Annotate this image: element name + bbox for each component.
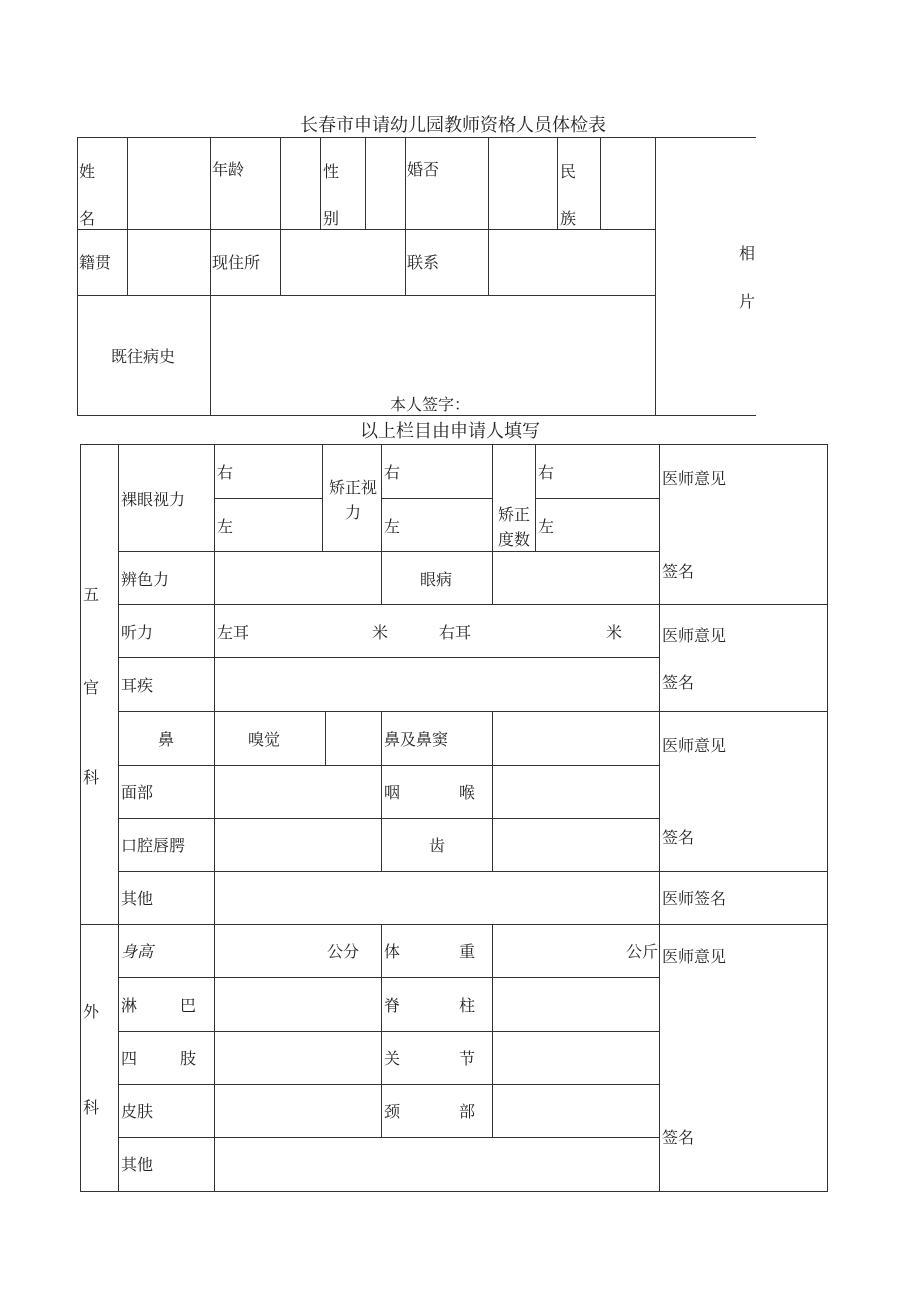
- neck-label-1: 颈: [384, 1102, 401, 1121]
- ear-doctor-opinion-label: 医师意见: [662, 626, 727, 645]
- corrected-left-label: 左: [384, 517, 401, 536]
- five-doctor-sign-label: 医师签名: [662, 889, 727, 908]
- skin-label: 皮肤: [121, 1102, 154, 1121]
- applicant-signature-label: 本人签字：: [390, 395, 471, 414]
- photo-label-1: 相: [739, 244, 756, 263]
- medical-history-label: 既往病史: [111, 347, 176, 366]
- naked-vision-label: 裸眼视力: [121, 490, 186, 509]
- spine-label-2: 柱: [459, 996, 476, 1015]
- ent-sign-label: 签名: [662, 828, 695, 847]
- correction-degree-label-2: 度数: [498, 530, 531, 549]
- sex-label-1: 性: [323, 162, 340, 181]
- lymph-label-1: 淋: [121, 996, 138, 1015]
- degree-right-label: 右: [538, 463, 555, 482]
- color-vision-label: 辨色力: [121, 570, 170, 589]
- eye-doctor-opinion-label: 医师意见: [662, 469, 727, 488]
- right-ear-unit: 米: [606, 623, 623, 642]
- vision-right-label: 右: [217, 463, 234, 482]
- ethnic-label-1: 民: [560, 162, 577, 181]
- sinus-label: 鼻及鼻窦: [384, 730, 449, 749]
- degree-left-label: 左: [538, 517, 555, 536]
- mouth-label: 口腔唇腭: [121, 836, 186, 855]
- face-label: 面部: [121, 783, 154, 802]
- ear-sign-label: 签名: [662, 673, 695, 692]
- neck-label-2: 部: [459, 1102, 476, 1121]
- height-unit: 公分: [327, 942, 360, 961]
- left-ear-unit: 米: [372, 623, 389, 642]
- native-place-label: 籍贯: [79, 253, 112, 272]
- five-section-label-2: 官: [83, 678, 100, 697]
- surgery-sign-label: 签名: [662, 1128, 695, 1147]
- smell-label: 嗅觉: [248, 730, 281, 749]
- marital-label: 婚否: [407, 160, 440, 179]
- surgery-section-label-1: 外: [83, 1002, 100, 1021]
- eye-sign-label: 签名: [662, 562, 695, 581]
- surgery-other-label: 其他: [121, 1155, 154, 1174]
- spine-label-1: 脊: [384, 996, 401, 1015]
- applicant-note: 以上栏目由申请人填写: [360, 421, 540, 442]
- name-label-2: 名: [79, 209, 96, 228]
- lymph-label-2: 巴: [180, 996, 197, 1015]
- teeth-label: 齿: [429, 836, 446, 855]
- corrected-right-label: 右: [384, 463, 401, 482]
- weight-unit: 公斤: [626, 942, 659, 961]
- left-ear-label: 左耳: [217, 623, 250, 642]
- photo-label-2: 片: [739, 292, 756, 311]
- surgery-section-label-2: 科: [83, 1098, 100, 1117]
- throat-label-1: 咽: [384, 783, 401, 802]
- weight-label-1: 体: [384, 942, 401, 961]
- throat-label-2: 喉: [459, 783, 476, 802]
- five-section-label-1: 五: [83, 585, 100, 604]
- residence-label: 现住所: [212, 253, 261, 272]
- limbs-label-2: 肢: [180, 1049, 197, 1068]
- corrected-vision-label-2: 力: [345, 503, 362, 522]
- surgery-doctor-opinion-label: 医师意见: [662, 947, 727, 966]
- name-label-1: 姓: [79, 162, 96, 181]
- hearing-label: 听力: [121, 623, 154, 642]
- sex-label-2: 别: [323, 209, 340, 228]
- nose-label: 鼻: [158, 730, 175, 749]
- ent-doctor-opinion-label: 医师意见: [662, 736, 727, 755]
- ear-disease-label: 耳疾: [121, 676, 154, 695]
- form-title: 长春市申请幼儿园教师资格人员体检表: [300, 115, 606, 136]
- joint-label-2: 节: [459, 1049, 476, 1068]
- eye-disease-label: 眼病: [420, 570, 453, 589]
- limbs-label-1: 四: [121, 1049, 138, 1068]
- contact-label: 联系: [407, 253, 440, 272]
- five-other-label: 其他: [121, 889, 154, 908]
- five-section-label-3: 科: [83, 768, 100, 787]
- correction-degree-label-1: 矫正: [498, 505, 531, 524]
- weight-label-2: 重: [459, 942, 476, 961]
- height-label: 身高: [121, 942, 154, 961]
- corrected-vision-label-1: 矫正视: [329, 478, 378, 497]
- age-label: 年龄: [212, 160, 245, 179]
- joint-label-1: 关: [384, 1049, 401, 1068]
- ethnic-label-2: 族: [560, 209, 577, 228]
- vision-left-label: 左: [217, 517, 234, 536]
- right-ear-label: 右耳: [439, 623, 472, 642]
